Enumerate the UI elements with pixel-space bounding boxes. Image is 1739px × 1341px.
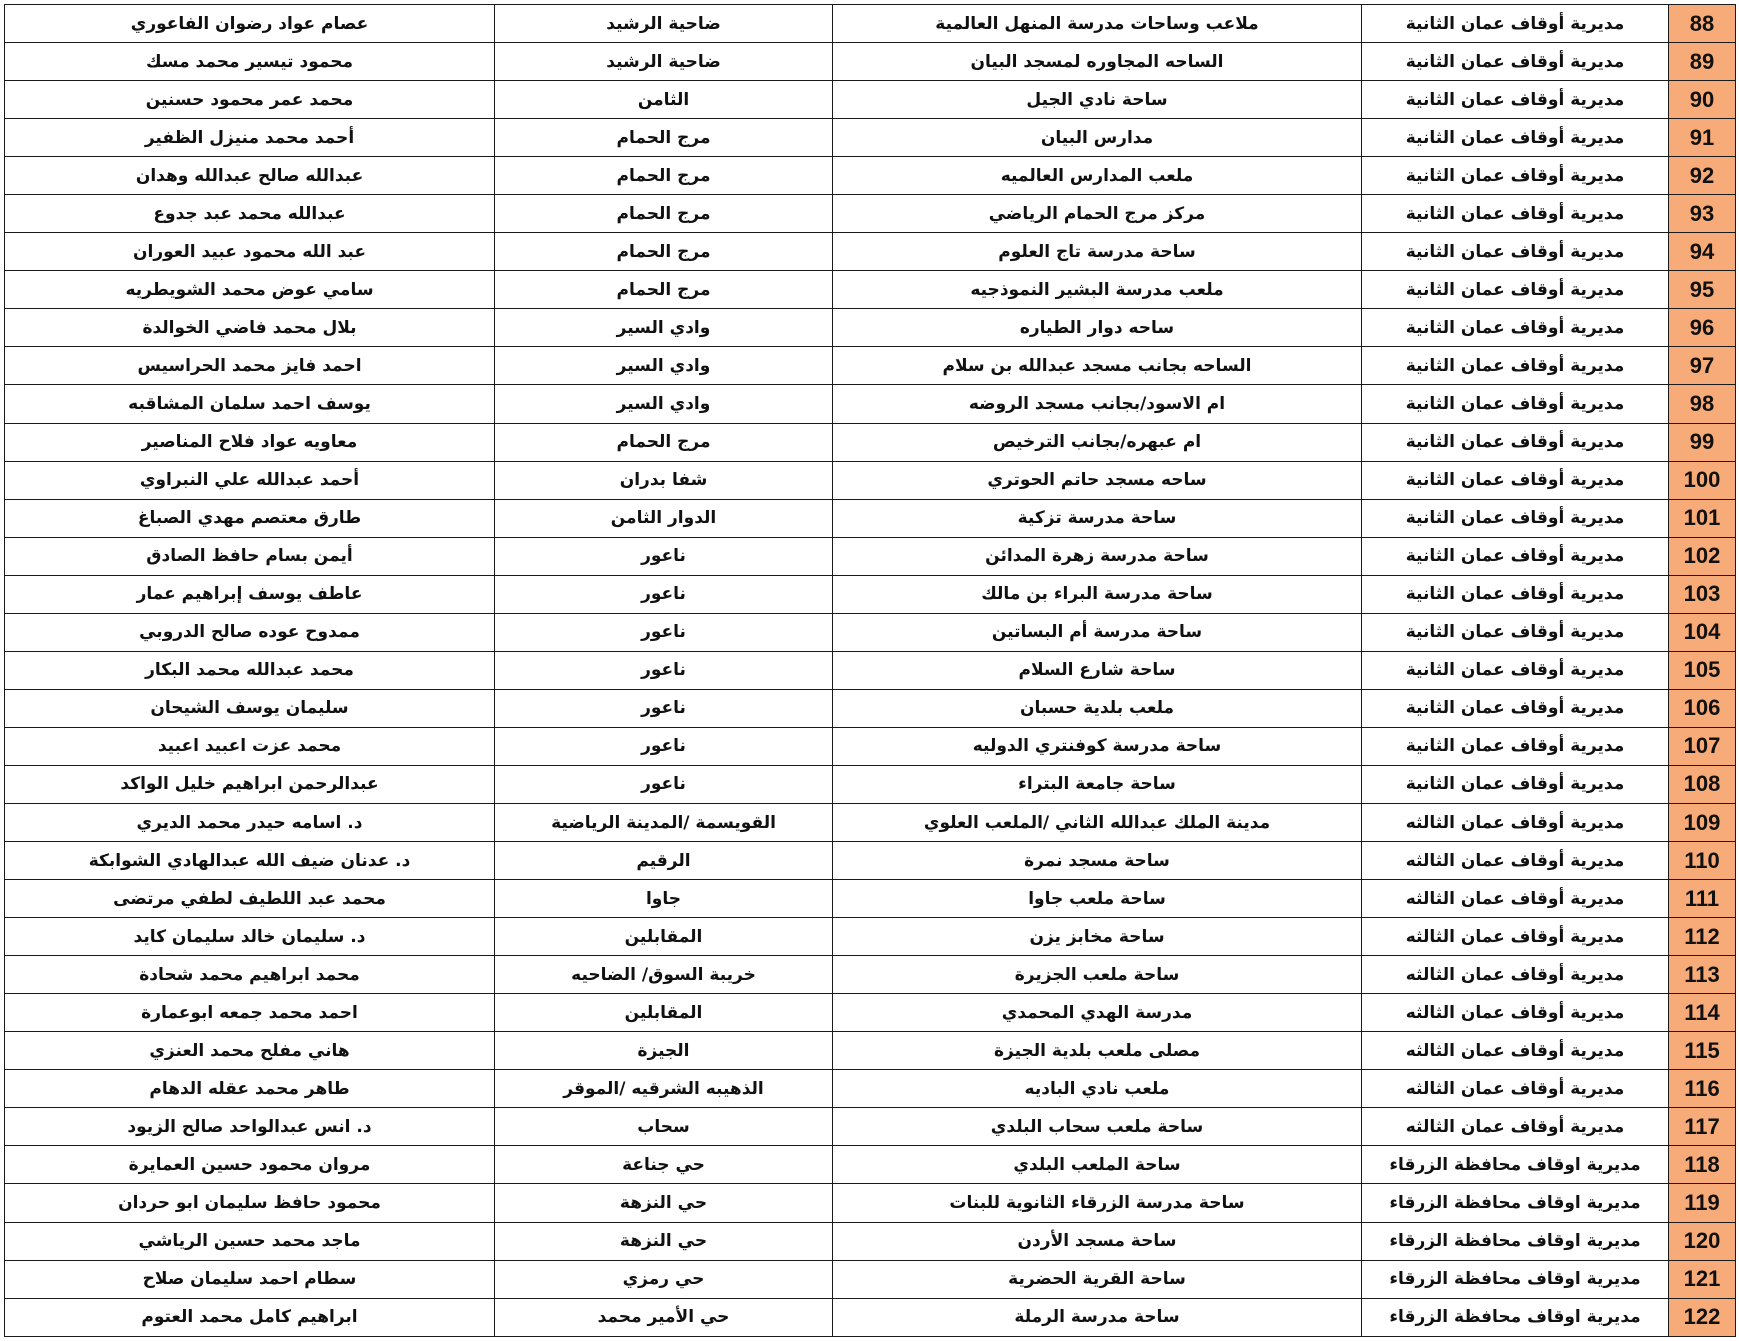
table-row xyxy=(5,461,1736,499)
area-cell: ناعور xyxy=(495,689,833,727)
directorate-cell: مديرية أوقاف عمان الثانية xyxy=(1362,5,1669,43)
location-cell: ساحة مدرسة البراء بن مالك xyxy=(833,575,1362,613)
table-row xyxy=(5,956,1736,994)
directorate-cell: مديرية أوقاف عمان الثالثه xyxy=(1362,956,1669,994)
row-number-cell: 95 xyxy=(1669,271,1736,309)
area-cell: القويسمة /المدينة الرياضية xyxy=(495,803,833,841)
location-cell: مركز مرج الحمام الرياضي xyxy=(833,195,1362,233)
imam-name-cell: عبدالله محمد عبد جدوع xyxy=(5,195,495,233)
table-row xyxy=(5,727,1736,765)
location-cell: ساحة مخابز يزن xyxy=(833,918,1362,956)
area-cell: الرقيم xyxy=(495,842,833,880)
row-number-cell: 119 xyxy=(1669,1184,1736,1222)
row-number-cell: 94 xyxy=(1669,233,1736,271)
table-row xyxy=(5,651,1736,689)
area-cell: الذهيبه الشرقيه /الموقر xyxy=(495,1070,833,1108)
table-row xyxy=(5,1222,1736,1260)
imam-name-cell: أحمد عبدالله علي النبراوي xyxy=(5,461,495,499)
imam-name-cell: معاويه عواد فلاح المناصير xyxy=(5,423,495,461)
table-row xyxy=(5,1070,1736,1108)
area-cell: وادي السير xyxy=(495,347,833,385)
area-cell: ضاحية الرشيد xyxy=(495,5,833,43)
row-number-cell: 89 xyxy=(1669,43,1736,81)
area-cell: مرج الحمام xyxy=(495,271,833,309)
location-cell: ساحة مدرسة الرملة xyxy=(833,1298,1362,1336)
row-number-cell: 102 xyxy=(1669,537,1736,575)
area-cell: مرج الحمام xyxy=(495,195,833,233)
imam-name-cell: عصام عواد رضوان الفاعوري xyxy=(5,5,495,43)
table-row xyxy=(5,918,1736,956)
location-cell: الساحه بجانب مسجد عبدالله بن سلام xyxy=(833,347,1362,385)
imam-name-cell: ماجد محمد حسين الرياشي xyxy=(5,1222,495,1260)
imam-name-cell: سطام احمد سليمان صلاح xyxy=(5,1260,495,1298)
directorate-cell: مديرية اوقاف محافظة الزرقاء xyxy=(1362,1222,1669,1260)
table-row xyxy=(5,309,1736,347)
directorate-cell: مديرية اوقاف محافظة الزرقاء xyxy=(1362,1298,1669,1336)
table-row xyxy=(5,1298,1736,1336)
table-row xyxy=(5,1184,1736,1222)
directorate-cell: مديرية أوقاف عمان الثالثه xyxy=(1362,803,1669,841)
location-cell: ساحة مدرسة تزكية xyxy=(833,499,1362,537)
location-cell: ساحة نادي الجيل xyxy=(833,81,1362,119)
row-number-cell: 91 xyxy=(1669,119,1736,157)
imam-name-cell: عبدالرحمن ابراهيم خليل الواكد xyxy=(5,765,495,803)
imam-name-cell: عبدالله صالح عبدالله وهدان xyxy=(5,157,495,195)
area-cell: ناعور xyxy=(495,727,833,765)
imam-name-cell: أيمن بسام حافظ الصادق xyxy=(5,537,495,575)
directorate-cell: مديرية أوقاف عمان الثانية xyxy=(1362,385,1669,423)
table-row xyxy=(5,157,1736,195)
row-number-cell: 117 xyxy=(1669,1108,1736,1146)
directorate-cell: مديرية أوقاف عمان الثالثه xyxy=(1362,994,1669,1032)
imam-name-cell: د. انس عبدالواحد صالح الزيود xyxy=(5,1108,495,1146)
area-cell: مرج الحمام xyxy=(495,119,833,157)
location-cell: ملعب المدارس العالميه xyxy=(833,157,1362,195)
row-number-cell: 100 xyxy=(1669,461,1736,499)
imam-name-cell: طاهر محمد عقله الدهام xyxy=(5,1070,495,1108)
directorate-cell: مديرية أوقاف عمان الثانية xyxy=(1362,537,1669,575)
imam-name-cell: طارق معتصم مهدي الصباغ xyxy=(5,499,495,537)
directorate-cell: مديرية أوقاف عمان الثانية xyxy=(1362,271,1669,309)
imam-name-cell: محمد عبدالله محمد البكار xyxy=(5,651,495,689)
location-cell: الساحه المجاوره لمسجد البيان xyxy=(833,43,1362,81)
table-row xyxy=(5,842,1736,880)
row-number-cell: 113 xyxy=(1669,956,1736,994)
row-number-cell: 112 xyxy=(1669,918,1736,956)
location-cell: ساحة ملعب سحاب البلدي xyxy=(833,1108,1362,1146)
area-cell: ناعور xyxy=(495,537,833,575)
location-cell: ساحة شارع السلام xyxy=(833,651,1362,689)
table-row xyxy=(5,195,1736,233)
area-cell: حي الأمير محمد xyxy=(495,1298,833,1336)
row-number-cell: 105 xyxy=(1669,651,1736,689)
directorate-cell: مديرية أوقاف عمان الثانية xyxy=(1362,309,1669,347)
directorate-cell: مديرية أوقاف عمان الثانية xyxy=(1362,765,1669,803)
imam-name-cell: احمد فايز محمد الحراسيس xyxy=(5,347,495,385)
table-row xyxy=(5,1260,1736,1298)
imam-name-cell: محمد عمر محمود حسنين xyxy=(5,81,495,119)
row-number-cell: 96 xyxy=(1669,309,1736,347)
table-row xyxy=(5,537,1736,575)
table-row xyxy=(5,1108,1736,1146)
area-cell: حي النزهة xyxy=(495,1184,833,1222)
table-row xyxy=(5,423,1736,461)
row-number-cell: 114 xyxy=(1669,994,1736,1032)
area-cell: شفا بدران xyxy=(495,461,833,499)
row-number-cell: 118 xyxy=(1669,1146,1736,1184)
row-number-cell: 110 xyxy=(1669,842,1736,880)
imam-name-cell: محمد عبد اللطيف لطفي مرتضى xyxy=(5,880,495,918)
location-cell: مدينة الملك عبدالله الثاني /الملعب العلوي xyxy=(833,803,1362,841)
area-cell: ناعور xyxy=(495,765,833,803)
table-row xyxy=(5,765,1736,803)
row-number-cell: 92 xyxy=(1669,157,1736,195)
row-number-cell: 108 xyxy=(1669,765,1736,803)
location-cell: ساحة مدرسة تاج العلوم xyxy=(833,233,1362,271)
location-cell: ساحة القرية الحضرية xyxy=(833,1260,1362,1298)
directorate-cell: مديرية أوقاف عمان الثالثه xyxy=(1362,1070,1669,1108)
table-row xyxy=(5,499,1736,537)
directorate-cell: مديرية أوقاف عمان الثانية xyxy=(1362,651,1669,689)
directorate-cell: مديرية أوقاف عمان الثانية xyxy=(1362,461,1669,499)
area-cell: الدوار الثامن xyxy=(495,499,833,537)
location-cell: ساحة مسجد الأردن xyxy=(833,1222,1362,1260)
prayer-locations-sheet xyxy=(4,4,1735,1337)
imam-name-cell: مروان محمود حسين العمايرة xyxy=(5,1146,495,1184)
imam-name-cell: هاني مفلح محمد العنزي xyxy=(5,1032,495,1070)
location-cell: ساحة ملعب جاوا xyxy=(833,880,1362,918)
row-number-cell: 122 xyxy=(1669,1298,1736,1336)
table-row xyxy=(5,994,1736,1032)
location-cell: ساحة جامعة البتراء xyxy=(833,765,1362,803)
directorate-cell: مديرية اوقاف محافظة الزرقاء xyxy=(1362,1184,1669,1222)
row-number-cell: 120 xyxy=(1669,1222,1736,1260)
area-cell: الجيزة xyxy=(495,1032,833,1070)
location-cell: ساحة الملعب البلدي xyxy=(833,1146,1362,1184)
row-number-cell: 103 xyxy=(1669,575,1736,613)
table-row xyxy=(5,689,1736,727)
row-number-cell: 115 xyxy=(1669,1032,1736,1070)
area-cell: ناعور xyxy=(495,651,833,689)
table-body xyxy=(5,5,1736,1337)
area-cell: خريبة السوق/ الضاحيه xyxy=(495,956,833,994)
area-cell: حي النزهة xyxy=(495,1222,833,1260)
row-number-cell: 101 xyxy=(1669,499,1736,537)
prayer-locations-table xyxy=(4,4,1736,1337)
location-cell: مصلى ملعب بلدية الجيزة xyxy=(833,1032,1362,1070)
imam-name-cell: ابراهيم كامل محمد العتوم xyxy=(5,1298,495,1336)
location-cell: ساحة مسجد نمرة xyxy=(833,842,1362,880)
area-cell: ناعور xyxy=(495,613,833,651)
location-cell: ام الاسود/بجانب مسجد الروضه xyxy=(833,385,1362,423)
imam-name-cell: سليمان يوسف الشيحان xyxy=(5,689,495,727)
row-number-cell: 90 xyxy=(1669,81,1736,119)
imam-name-cell: سامي عوض محمد الشويطريه xyxy=(5,271,495,309)
directorate-cell: مديرية أوقاف عمان الثانية xyxy=(1362,347,1669,385)
imam-name-cell: محمد ابراهيم محمد شحادة xyxy=(5,956,495,994)
directorate-cell: مديرية أوقاف عمان الثانية xyxy=(1362,233,1669,271)
location-cell: ملعب نادي الباديه xyxy=(833,1070,1362,1108)
directorate-cell: مديرية اوقاف محافظة الزرقاء xyxy=(1362,1146,1669,1184)
location-cell: ساحه دوار الطياره xyxy=(833,309,1362,347)
row-number-cell: 97 xyxy=(1669,347,1736,385)
row-number-cell: 93 xyxy=(1669,195,1736,233)
directorate-cell: مديرية أوقاف عمان الثالثه xyxy=(1362,880,1669,918)
directorate-cell: مديرية أوقاف عمان الثالثه xyxy=(1362,918,1669,956)
directorate-cell: مديرية أوقاف عمان الثانية xyxy=(1362,81,1669,119)
location-cell: ملاعب وساحات مدرسة المنهل العالمية xyxy=(833,5,1362,43)
table-row xyxy=(5,613,1736,651)
table-row xyxy=(5,5,1736,43)
directorate-cell: مديرية أوقاف عمان الثانية xyxy=(1362,157,1669,195)
row-number-cell: 88 xyxy=(1669,5,1736,43)
location-cell: ملعب مدرسة البشير النموذجيه xyxy=(833,271,1362,309)
directorate-cell: مديرية اوقاف محافظة الزرقاء xyxy=(1362,1260,1669,1298)
row-number-cell: 106 xyxy=(1669,689,1736,727)
row-number-cell: 99 xyxy=(1669,423,1736,461)
area-cell: وادي السير xyxy=(495,309,833,347)
row-number-cell: 109 xyxy=(1669,803,1736,841)
directorate-cell: مديرية أوقاف عمان الثانية xyxy=(1362,423,1669,461)
table-row xyxy=(5,81,1736,119)
table-row xyxy=(5,43,1736,81)
row-number-cell: 107 xyxy=(1669,727,1736,765)
imam-name-cell: ممدوح عوده صالح الدروبي xyxy=(5,613,495,651)
location-cell: ملعب بلدية حسبان xyxy=(833,689,1362,727)
directorate-cell: مديرية أوقاف عمان الثانية xyxy=(1362,613,1669,651)
table-row xyxy=(5,119,1736,157)
area-cell: سحاب xyxy=(495,1108,833,1146)
directorate-cell: مديرية أوقاف عمان الثالثه xyxy=(1362,1108,1669,1146)
imam-name-cell: محمود حافظ سليمان ابو حردان xyxy=(5,1184,495,1222)
area-cell: حي رمزي xyxy=(495,1260,833,1298)
location-cell: مدارس البيان xyxy=(833,119,1362,157)
directorate-cell: مديرية أوقاف عمان الثانية xyxy=(1362,727,1669,765)
location-cell: ساحة مدرسة زهرة المدائن xyxy=(833,537,1362,575)
location-cell: ساحة مدرسة الزرقاء الثانوية للبنات xyxy=(833,1184,1362,1222)
area-cell: المقابلين xyxy=(495,994,833,1032)
imam-name-cell: د. سليمان خالد سليمان كايد xyxy=(5,918,495,956)
location-cell: ساحة مدرسة أم البساتين xyxy=(833,613,1362,651)
imam-name-cell: يوسف احمد سلمان المشاقبه xyxy=(5,385,495,423)
imam-name-cell: عاطف يوسف إبراهيم عمار xyxy=(5,575,495,613)
table-row xyxy=(5,271,1736,309)
imam-name-cell: بلال محمد فاضي الخوالدة xyxy=(5,309,495,347)
imam-name-cell: احمد محمد جمعه ابوعمارة xyxy=(5,994,495,1032)
directorate-cell: مديرية أوقاف عمان الثانية xyxy=(1362,689,1669,727)
table-row xyxy=(5,803,1736,841)
directorate-cell: مديرية أوقاف عمان الثانية xyxy=(1362,499,1669,537)
area-cell: ضاحية الرشيد xyxy=(495,43,833,81)
imam-name-cell: عبد الله محمود عبيد العوران xyxy=(5,233,495,271)
area-cell: مرج الحمام xyxy=(495,233,833,271)
area-cell: المقابلين xyxy=(495,918,833,956)
row-number-cell: 104 xyxy=(1669,613,1736,651)
area-cell: حي جناعة xyxy=(495,1146,833,1184)
imam-name-cell: د. اسامه حيدر محمد الديري xyxy=(5,803,495,841)
area-cell: وادي السير xyxy=(495,385,833,423)
directorate-cell: مديرية أوقاف عمان الثانية xyxy=(1362,119,1669,157)
imam-name-cell: د. عدنان ضيف الله عبدالهادي الشوابكة xyxy=(5,842,495,880)
directorate-cell: مديرية أوقاف عمان الثالثه xyxy=(1362,842,1669,880)
location-cell: ساحه مسجد حاتم الحوتري xyxy=(833,461,1362,499)
table-row xyxy=(5,347,1736,385)
location-cell: ساحة ملعب الجزيرة xyxy=(833,956,1362,994)
table-row xyxy=(5,575,1736,613)
directorate-cell: مديرية أوقاف عمان الثانية xyxy=(1362,575,1669,613)
location-cell: ساحة مدرسة كوفنتري الدوليه xyxy=(833,727,1362,765)
table-row xyxy=(5,1032,1736,1070)
area-cell: الثامن xyxy=(495,81,833,119)
row-number-cell: 116 xyxy=(1669,1070,1736,1108)
directorate-cell: مديرية أوقاف عمان الثانية xyxy=(1362,195,1669,233)
area-cell: ناعور xyxy=(495,575,833,613)
directorate-cell: مديرية أوقاف عمان الثانية xyxy=(1362,43,1669,81)
imam-name-cell: محمود تيسير محمد مسك xyxy=(5,43,495,81)
directorate-cell: مديرية أوقاف عمان الثالثه xyxy=(1362,1032,1669,1070)
area-cell: مرج الحمام xyxy=(495,157,833,195)
location-cell: مدرسة الهدي المحمدي xyxy=(833,994,1362,1032)
table-row xyxy=(5,385,1736,423)
imam-name-cell: محمد عزت اعبيد اعبيد xyxy=(5,727,495,765)
row-number-cell: 111 xyxy=(1669,880,1736,918)
area-cell: جاوا xyxy=(495,880,833,918)
imam-name-cell: أحمد محمد منيزل الظفير xyxy=(5,119,495,157)
row-number-cell: 121 xyxy=(1669,1260,1736,1298)
area-cell: مرج الحمام xyxy=(495,423,833,461)
row-number-cell: 98 xyxy=(1669,385,1736,423)
table-row xyxy=(5,1146,1736,1184)
table-row xyxy=(5,880,1736,918)
location-cell: ام عبهره/بجانب الترخيص xyxy=(833,423,1362,461)
table-row xyxy=(5,233,1736,271)
